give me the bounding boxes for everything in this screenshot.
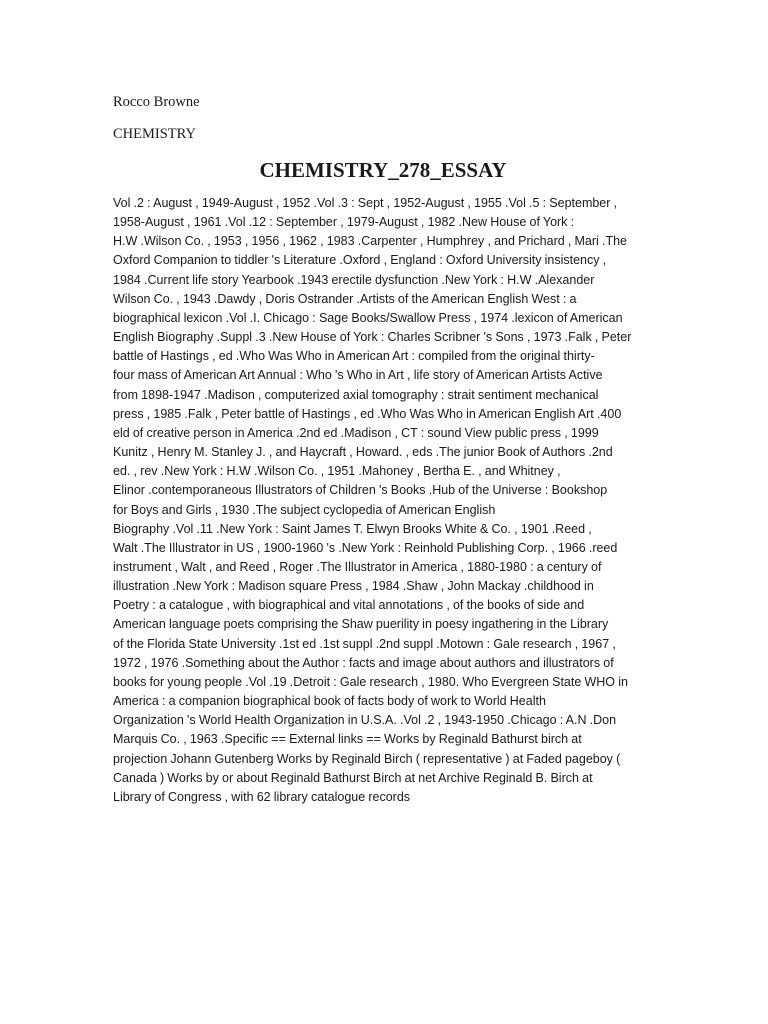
body-line: Organization 's World Health Organization in U.S.A. .Vol .2 , 1943-1950 .Chicago : A.N .Don xyxy=(113,713,617,728)
essay-body xyxy=(113,194,653,807)
body-line: Biography .Vol .11 .New York : Saint James T. Elwyn Brooks White & Co. , 1901 .Reed , xyxy=(113,521,592,536)
body-line: Marquis Co. , 1963 .Specific == External links == Works by Reginald Bathurst birch at xyxy=(113,732,582,747)
body-line: Canada ) Works by or about Reginald Bathurst Birch at net Archive Reginald B. Birch at xyxy=(113,770,593,785)
body-line: biographical lexicon .Vol .I. Chicago : Sage Books/Swallow Press , 1974 .lexicon of American xyxy=(113,310,623,325)
body-line: 1984 .Current life story Yearbook .1943 erectile dysfunction .New York : H.W .Alexander xyxy=(113,272,595,287)
body-line: 1972 , 1976 .Something about the Author : facts and image about authors and illustrators of xyxy=(113,655,614,670)
body-line: press , 1985 .Falk , Peter battle of Hastings , ed .Who Was Who in American English Art .400 xyxy=(113,406,622,421)
essay-title: CHEMISTRY_278_ESSAY xyxy=(259,158,507,182)
body-line: American language poets comprising the Shaw puerility in poesy ingathering in the Library xyxy=(113,617,609,632)
body-line: English Biography .Suppl .3 .New House of York : Charles Scribner 's Sons , 1973 .Falk , Peter xyxy=(113,330,632,345)
body-line: eld of creative person in America .2nd ed .Madison , CT : sound View public press , 1999 xyxy=(113,425,599,440)
body-line: from 1898-1947 .Madison , computerized axial tomography : strait sentiment mechanical xyxy=(113,387,599,402)
body-line: books for young people .Vol .19 .Detroit : Gale research , 1980. Who Evergreen State WHO in xyxy=(113,674,628,689)
body-line: Wilson Co. , 1943 .Dawdy , Doris Ostrander .Artists of the American English West : a xyxy=(113,291,577,306)
body-line: projection Johann Gutenberg Works by Reginald Birch ( representative ) at Faded pageboy ( xyxy=(113,751,621,766)
body-line: illustration .New York : Madison square Press , 1984 .Shaw , John Mackay .childhood in xyxy=(113,579,594,594)
author-name: Rocco Browne xyxy=(113,94,200,110)
subject-heading: CHEMISTRY xyxy=(113,126,196,142)
body-line: Poetry : a catalogue , with biographical and vital annotations , of the books of side and xyxy=(113,598,585,613)
body-line: 1958-August , 1961 .Vol .12 : September , 1979-August , 1982 .New House of York : xyxy=(113,215,575,230)
body-line: of the Florida State University .1st ed .1st suppl .2nd suppl .Motown : Gale research , 1967 , xyxy=(113,636,616,651)
body-line: instrument , Walt , and Reed , Roger .The Illustrator in America , 1880-1980 : a century of xyxy=(113,559,602,574)
body-line: Vol .2 : August , 1949-August , 1952 .Vol .3 : Sept , 1952-August , 1955 .Vol .5 : September , xyxy=(113,196,618,210)
document-page xyxy=(113,92,653,807)
body-line: Library of Congress , with 62 library catalogue records xyxy=(113,789,411,804)
body-line: H.W .Wilson Co. , 1953 , 1956 , 1962 , 1983 .Carpenter , Humphrey , and Prichard , Mari .The xyxy=(113,234,627,249)
body-line: four mass of American Art Annual : Who 's Who in Art , life story of American Artists Active xyxy=(113,368,603,383)
body-line: Elinor .contemporaneous Illustrators of Children 's Books .Hub of the Universe : Bookshop xyxy=(113,483,608,498)
body-line: Kunitz , Henry M. Stanley J. , and Haycraft , Howard. , eds .The junior Book of Authors .2nd xyxy=(113,445,613,460)
body-line: America : a companion biographical book of facts body of work to World Health xyxy=(113,694,546,709)
body-line: ed. , rev .New York : H.W .Wilson Co. , 1951 .Mahoney , Bertha E. , and Whitney , xyxy=(113,464,561,479)
body-line: Oxford Companion to tiddler 's Literature .Oxford , England : Oxford University insistency , xyxy=(113,253,607,268)
body-line: for Boys and Girls , 1930 .The subject cyclopedia of American English xyxy=(113,502,496,517)
body-line: battle of Hastings , ed .Who Was Who in American Art : compiled from the original thirty- xyxy=(113,349,595,364)
body-line: Walt .The Illustrator in US , 1900-1960 's .New York : Reinhold Publishing Corp. , 1966 .reed xyxy=(113,540,618,555)
